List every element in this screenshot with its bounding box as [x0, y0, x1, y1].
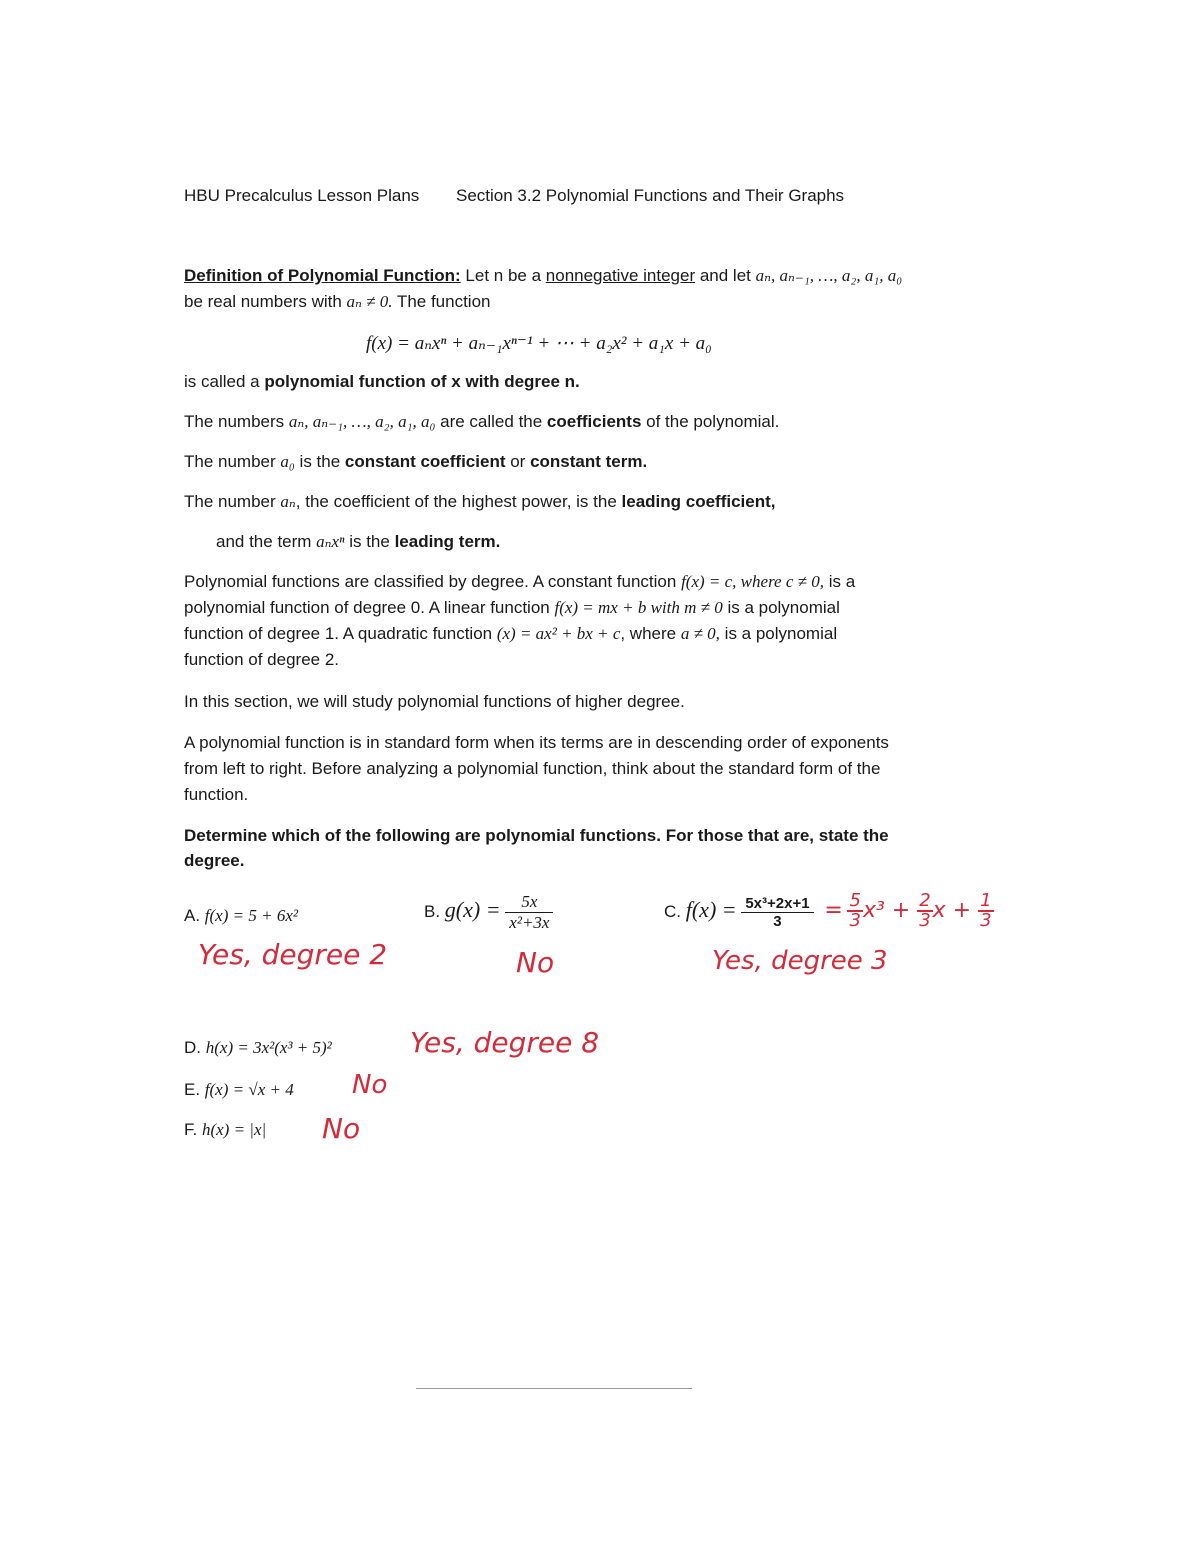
hw-frac-1-den: 3	[849, 910, 861, 931]
section-intro: In this section, we will study polynomial functions of higher degree.	[184, 692, 685, 711]
standard-line-1: A polynomial function is in standard form when its terms are in descending order of exponents	[184, 733, 889, 752]
hw-frac-3	[978, 892, 993, 930]
problem-d-answer: Yes, degree 8	[410, 1026, 600, 1059]
problem-b-lhs: g(x) =	[444, 896, 501, 922]
problem-c-denominator: 3	[773, 913, 782, 931]
classify-line-2	[184, 598, 840, 618]
standard-line-3: function.	[184, 785, 249, 804]
problem-c-fraction	[741, 895, 813, 930]
called-bold: polynomial function of x with degree n.	[264, 372, 580, 391]
problem-b-denominator: x²+3x	[509, 913, 550, 932]
problem-c	[664, 892, 994, 930]
leading-term-line	[216, 532, 500, 552]
lead-math: aₙ	[280, 492, 296, 511]
problem-a-label: A.	[184, 906, 201, 925]
lead-bold: leading coefficient,	[621, 492, 776, 511]
const-text-a: The number	[184, 452, 281, 471]
problem-e-answer: No	[352, 1070, 388, 1100]
problem-d-label: D.	[184, 1038, 201, 1057]
problem-d	[184, 1038, 332, 1058]
definition-condition: aₙ ≠ 0.	[346, 292, 393, 311]
hw-frac-2-den: 3	[919, 910, 931, 931]
problem-c-numerator: 5x³+2x+1	[741, 895, 813, 913]
classify-p3-math-2: a ≠ 0,	[680, 624, 720, 643]
definition-line2-a: be real numbers with	[184, 292, 347, 311]
problem-a	[184, 906, 298, 926]
problem-e	[184, 1080, 294, 1100]
classify-p1: Polynomial functions are classified by degree. A constant function	[184, 572, 682, 591]
header-right: Section 3.2 Polynomial Functions and Their Graphs	[456, 186, 845, 205]
problem-b-fraction	[505, 892, 553, 933]
hw-frac-3-num: 1	[980, 890, 992, 911]
question-line-2: degree.	[184, 851, 245, 870]
problem-b-numerator: 5x	[505, 892, 553, 913]
problem-a-answer: Yes, degree 2	[198, 938, 388, 971]
coefficients-line	[184, 412, 779, 432]
leading-coefficient-line	[184, 492, 776, 512]
problem-b-answer: No	[516, 946, 555, 979]
hw-frac-1	[847, 892, 862, 930]
problem-f	[184, 1120, 266, 1140]
problem-e-expr: f(x) = √x + 4	[204, 1080, 294, 1099]
coef-text-c: of the polynomial.	[641, 412, 780, 431]
classify-p1-b: is a	[823, 572, 856, 591]
coef-text-a: The numbers	[184, 412, 289, 431]
const-math: a₀	[280, 452, 295, 471]
const-bold-1: constant coefficient	[344, 452, 506, 471]
problem-b	[424, 892, 553, 933]
hw-term-2: x +	[932, 898, 972, 923]
term-bold: leading term.	[394, 532, 501, 551]
header-left: HBU Precalculus Lesson Plans	[184, 186, 420, 205]
problem-c-answer: Yes, degree 3	[712, 946, 888, 976]
problem-b-label: B.	[424, 901, 441, 921]
hw-frac-2	[917, 892, 932, 930]
classify-p2-b: is a polynomial	[722, 598, 840, 617]
classify-line-4: function of degree 2.	[184, 650, 340, 669]
problem-f-expr: h(x) = |x|	[201, 1120, 267, 1139]
question-line-1: Determine which of the following are polynomial functions. For those that are, state the	[184, 826, 889, 845]
definition-called	[184, 372, 580, 392]
classify-p1-math: f(x) = c, where c ≠ 0,	[681, 572, 824, 591]
classify-p3: function of degree 1. A quadratic function	[184, 624, 497, 643]
lead-text-a: The number	[184, 492, 281, 511]
classify-line-3	[184, 624, 837, 644]
problem-a-expr: f(x) = 5 + 6x²	[204, 906, 298, 925]
classify-p2: polynomial function of degree 0. A linear function	[184, 598, 555, 617]
hw-frac-2-num: 2	[919, 890, 931, 911]
definition-line2-b: The function	[392, 292, 491, 311]
const-bold-2: constant term.	[530, 452, 648, 471]
hw-term-1: x³ +	[862, 898, 911, 923]
const-text-b: is the	[294, 452, 345, 471]
definition-text-1: Let n be a	[460, 266, 546, 285]
nonnegative-integer-term: nonnegative integer	[545, 266, 696, 285]
term-text-b: is the	[344, 532, 395, 551]
classify-line-1	[184, 572, 855, 592]
const-text-c: or	[505, 452, 531, 471]
problem-c-hw-expansion	[847, 890, 993, 931]
coef-list: aₙ, aₙ₋₁, …, a₂, a₁, a₀	[288, 412, 436, 431]
hw-frac-1-num: 5	[849, 890, 861, 911]
coef-text-b: are called the	[435, 412, 547, 431]
classify-p3-c: is a polynomial	[719, 624, 838, 643]
classify-p3-b: , where	[620, 624, 681, 643]
term-math: aₙxⁿ	[316, 532, 345, 551]
lead-text-b: , the coefficient of the highest power, is the	[295, 492, 622, 511]
polynomial-formula: f(x) = aₙxⁿ + aₙ₋₁xⁿ⁻¹ + ⋯ + a₂x² + a₁x + a₀	[366, 333, 712, 354]
term-text-a: and the term	[216, 532, 317, 551]
classify-p2-math: f(x) = mx + b with m ≠ 0	[554, 598, 723, 617]
bottom-rule	[416, 1388, 692, 1389]
standard-line-2: from left to right. Before analyzing a polynomial function, think about the standard form of the	[184, 759, 881, 778]
coefficients-list: aₙ, aₙ₋₁, …, a₂, a₁, a₀	[755, 266, 903, 285]
definition-heading: Definition of Polynomial Function:	[184, 266, 461, 285]
definition-line-1	[184, 266, 902, 286]
problem-d-expr: h(x) = 3x²(x³ + 5)²	[205, 1038, 332, 1057]
coef-bold: coefficients	[546, 412, 642, 431]
problem-f-answer: No	[322, 1112, 361, 1145]
definition-line-2	[184, 292, 491, 312]
problem-e-label: E.	[184, 1080, 201, 1099]
problem-c-hw-equals: =	[824, 898, 843, 923]
problem-c-label: C.	[664, 902, 681, 921]
definition-text-2: and let	[695, 266, 756, 285]
classify-p3-math: (x) = ax² + bx + c	[496, 624, 621, 643]
problem-f-label: F.	[184, 1120, 198, 1139]
problem-c-lhs: f(x) =	[685, 897, 737, 922]
hw-frac-3-den: 3	[980, 910, 992, 931]
constant-term-line	[184, 452, 647, 472]
called-text: is called a	[184, 372, 265, 391]
